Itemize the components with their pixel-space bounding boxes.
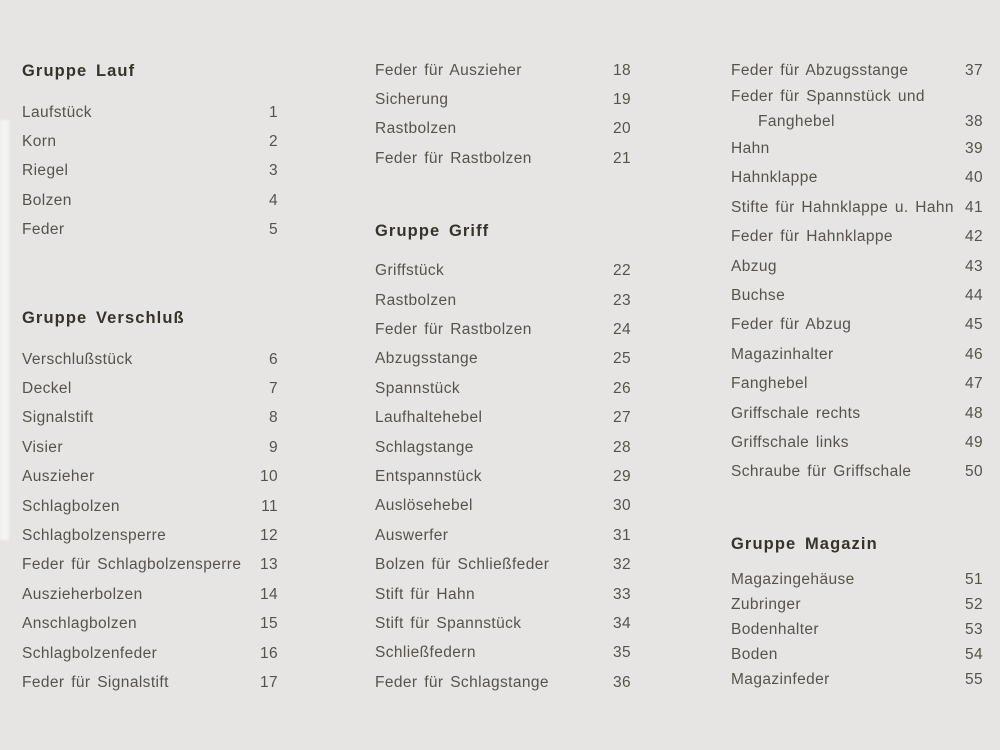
part-number: 40 bbox=[964, 169, 983, 187]
parts-list-row bbox=[375, 433, 631, 462]
part-number: 4 bbox=[268, 191, 278, 209]
part-number: 21 bbox=[612, 149, 631, 167]
part-number: 22 bbox=[612, 262, 631, 280]
part-name: Sicherung bbox=[375, 91, 449, 109]
part-number: 46 bbox=[964, 345, 983, 363]
parts-list-row bbox=[375, 374, 631, 403]
part-number: 31 bbox=[612, 526, 631, 544]
parts-list-block bbox=[22, 345, 278, 698]
part-name: Feder für Rastbolzen bbox=[375, 321, 532, 339]
part-name: Fanghebel bbox=[731, 375, 808, 393]
part-number: 11 bbox=[261, 497, 278, 515]
parts-list-row bbox=[22, 521, 278, 550]
part-number: 37 bbox=[964, 61, 983, 79]
parts-list-row bbox=[731, 667, 983, 692]
parts-list-row bbox=[22, 492, 278, 521]
parts-list-row bbox=[22, 186, 278, 215]
parts-list-row bbox=[731, 642, 983, 667]
parts-list-row bbox=[375, 144, 631, 173]
parts-list-row bbox=[375, 56, 631, 85]
parts-list-row bbox=[375, 550, 631, 579]
parts-list-row bbox=[731, 370, 983, 399]
parts-list-row bbox=[731, 134, 983, 163]
parts-list-row bbox=[375, 668, 631, 697]
part-number: 2 bbox=[268, 133, 278, 151]
part-number: 35 bbox=[612, 644, 631, 662]
part-number: 7 bbox=[268, 380, 278, 398]
parts-list-row bbox=[731, 85, 983, 134]
part-name: Auslösehebel bbox=[375, 497, 473, 515]
parts-list-row bbox=[22, 216, 278, 245]
part-name: Schlagbolzenfeder bbox=[22, 644, 158, 662]
part-name: Laufstück bbox=[22, 103, 92, 121]
parts-list-row bbox=[22, 609, 278, 638]
part-number: 47 bbox=[964, 375, 983, 393]
part-name: Schlagbolzen bbox=[22, 497, 120, 515]
parts-list-block bbox=[22, 98, 278, 245]
part-name: Rastbolzen bbox=[375, 291, 457, 309]
parts-list-row bbox=[731, 592, 983, 617]
part-name: Bolzen für Schließfeder bbox=[375, 556, 550, 574]
part-number: 10 bbox=[259, 468, 278, 486]
parts-list-row bbox=[731, 193, 983, 222]
part-number: 30 bbox=[612, 497, 631, 515]
parts-list-row bbox=[375, 521, 631, 550]
part-name: Magazinfeder bbox=[731, 670, 830, 688]
part-number: 15 bbox=[259, 615, 278, 633]
parts-list-row bbox=[731, 617, 983, 642]
part-number: 27 bbox=[612, 409, 631, 427]
parts-list-row bbox=[22, 433, 278, 462]
parts-list-row bbox=[375, 639, 631, 668]
part-name: Anschlagbolzen bbox=[22, 615, 138, 633]
part-number: 16 bbox=[259, 644, 278, 662]
parts-list-row bbox=[22, 580, 278, 609]
part-name: Verschlußstück bbox=[22, 350, 133, 368]
parts-list-block bbox=[375, 56, 631, 174]
part-name: Zubringer bbox=[731, 595, 801, 613]
part-number: 43 bbox=[964, 257, 983, 275]
part-name: Feder für Signalstift bbox=[22, 673, 169, 691]
parts-list-row bbox=[375, 257, 631, 286]
parts-list-row bbox=[731, 223, 983, 252]
part-name: Korn bbox=[22, 133, 57, 151]
part-name: Feder für Rastbolzen bbox=[375, 149, 532, 167]
group-heading: Gruppe Magazin bbox=[731, 535, 878, 554]
part-name: Rastbolzen bbox=[375, 120, 457, 138]
part-number: 26 bbox=[612, 379, 631, 397]
part-name: Auszieher bbox=[22, 468, 95, 486]
part-number: 1 bbox=[268, 103, 278, 121]
part-number: 53 bbox=[964, 620, 983, 638]
part-name: Buchse bbox=[731, 287, 786, 305]
part-name: Feder bbox=[22, 221, 65, 239]
group-heading: Gruppe Lauf bbox=[22, 62, 136, 80]
parts-list-row bbox=[22, 404, 278, 433]
part-name: Entspannstück bbox=[375, 467, 482, 485]
part-name-continued: Fanghebel bbox=[758, 112, 835, 130]
part-number: 33 bbox=[612, 585, 631, 603]
part-name: Schließfedern bbox=[375, 644, 476, 662]
part-number: 39 bbox=[964, 140, 983, 158]
parts-list-row bbox=[375, 315, 631, 344]
part-name: Boden bbox=[731, 645, 778, 663]
part-number: 23 bbox=[612, 291, 631, 309]
part-number: 5 bbox=[268, 221, 278, 239]
part-number: 50 bbox=[964, 463, 983, 481]
part-name: Griffstück bbox=[375, 262, 445, 280]
part-number: 51 bbox=[964, 570, 983, 588]
part-number: 49 bbox=[964, 433, 983, 451]
part-name: Deckel bbox=[22, 380, 72, 398]
parts-list-row bbox=[731, 281, 983, 310]
part-name: Bodenhalter bbox=[731, 620, 819, 638]
part-number: 14 bbox=[259, 585, 278, 603]
part-number: 52 bbox=[964, 595, 983, 613]
part-number: 9 bbox=[268, 438, 278, 456]
part-number: 18 bbox=[612, 61, 631, 79]
parts-list-row bbox=[22, 374, 278, 403]
parts-list-block bbox=[731, 56, 983, 487]
part-name: Feder für Schlagstange bbox=[375, 673, 549, 691]
part-name: Feder für Abzugsstange bbox=[731, 61, 909, 79]
part-number: 17 bbox=[259, 673, 278, 691]
group-heading: Gruppe Verschluß bbox=[22, 308, 185, 327]
part-number: 19 bbox=[612, 91, 631, 109]
part-number: 38 bbox=[964, 112, 983, 130]
part-name: Schlagbolzensperre bbox=[22, 526, 167, 544]
part-name: Feder für Hahnklappe bbox=[731, 228, 893, 246]
part-number: 36 bbox=[612, 673, 631, 691]
parts-list-row bbox=[22, 668, 278, 697]
part-number: 55 bbox=[964, 670, 983, 688]
parts-column-right bbox=[731, 0, 983, 692]
part-number: 12 bbox=[259, 526, 278, 544]
part-name-lines bbox=[731, 85, 925, 134]
parts-list-row bbox=[731, 56, 983, 85]
group-heading: Gruppe Griff bbox=[375, 221, 490, 240]
parts-list-row bbox=[22, 98, 278, 127]
part-name: Abzugsstange bbox=[375, 350, 479, 368]
parts-list-row bbox=[731, 164, 983, 193]
part-name: Feder für Spannstück und bbox=[731, 88, 925, 106]
part-number: 6 bbox=[268, 350, 278, 368]
part-number: 28 bbox=[612, 438, 631, 456]
parts-list-row bbox=[375, 462, 631, 491]
part-name: Feder für Abzug bbox=[731, 316, 852, 334]
part-name: Auszieherbolzen bbox=[22, 585, 143, 603]
parts-list-row bbox=[22, 639, 278, 668]
part-name: Magazinhalter bbox=[731, 345, 834, 363]
part-number: 32 bbox=[612, 556, 631, 574]
part-number: 24 bbox=[612, 321, 631, 339]
part-number: 25 bbox=[612, 350, 631, 368]
part-name: Griffschale rechts bbox=[731, 404, 861, 422]
parts-list-row bbox=[731, 340, 983, 369]
parts-list-row bbox=[375, 492, 631, 521]
parts-list-row bbox=[375, 580, 631, 609]
part-number: 44 bbox=[964, 287, 983, 305]
part-name: Stifte für Hahnklappe u. Hahn bbox=[731, 198, 954, 216]
part-name: Hahnklappe bbox=[731, 169, 818, 187]
parts-list-row bbox=[731, 458, 983, 487]
parts-list-block bbox=[731, 567, 983, 692]
parts-list-row bbox=[375, 286, 631, 315]
part-name: Schlagstange bbox=[375, 438, 474, 456]
parts-list-row bbox=[731, 399, 983, 428]
part-number: 8 bbox=[268, 409, 278, 427]
parts-list-row bbox=[731, 428, 983, 457]
part-name: Laufhaltehebel bbox=[375, 409, 483, 427]
parts-list-row bbox=[375, 345, 631, 374]
part-name: Stift für Hahn bbox=[375, 585, 476, 603]
part-name: Bolzen bbox=[22, 191, 72, 209]
parts-list-row bbox=[375, 609, 631, 638]
part-number: 34 bbox=[612, 614, 631, 632]
parts-column-left bbox=[22, 0, 278, 698]
part-name: Visier bbox=[22, 438, 63, 456]
part-number: 45 bbox=[964, 316, 983, 334]
part-name: Riegel bbox=[22, 162, 69, 180]
part-name: Signalstift bbox=[22, 409, 94, 427]
parts-list-row bbox=[22, 157, 278, 186]
part-number: 3 bbox=[268, 162, 278, 180]
part-number: 29 bbox=[612, 467, 631, 485]
parts-list-row bbox=[22, 345, 278, 374]
part-name: Hahn bbox=[731, 140, 770, 158]
part-name: Magazingehäuse bbox=[731, 570, 855, 588]
parts-list-row bbox=[375, 404, 631, 433]
part-name: Abzug bbox=[731, 257, 777, 275]
parts-list-row bbox=[22, 463, 278, 492]
part-name: Stift für Spannstück bbox=[375, 614, 522, 632]
part-name: Griffschale links bbox=[731, 433, 849, 451]
parts-list-row bbox=[375, 85, 631, 114]
part-number: 48 bbox=[964, 404, 983, 422]
part-number: 41 bbox=[964, 198, 983, 216]
part-name: Feder für Schlagbolzensperre bbox=[22, 556, 242, 574]
part-name: Spannstück bbox=[375, 379, 460, 397]
part-name: Feder für Auszieher bbox=[375, 61, 522, 79]
parts-list-row bbox=[731, 252, 983, 281]
part-number: 42 bbox=[964, 228, 983, 246]
parts-list-row bbox=[731, 567, 983, 592]
parts-list-row bbox=[375, 115, 631, 144]
parts-list-block bbox=[375, 257, 631, 698]
part-name: Auswerfer bbox=[375, 526, 449, 544]
part-number: 13 bbox=[259, 556, 278, 574]
parts-list-row bbox=[22, 551, 278, 580]
parts-list-row bbox=[731, 311, 983, 340]
part-name: Schraube für Griffschale bbox=[731, 463, 912, 481]
parts-list-row bbox=[22, 127, 278, 156]
part-number: 20 bbox=[612, 120, 631, 138]
parts-column-middle bbox=[375, 0, 631, 697]
part-number: 54 bbox=[964, 645, 983, 663]
